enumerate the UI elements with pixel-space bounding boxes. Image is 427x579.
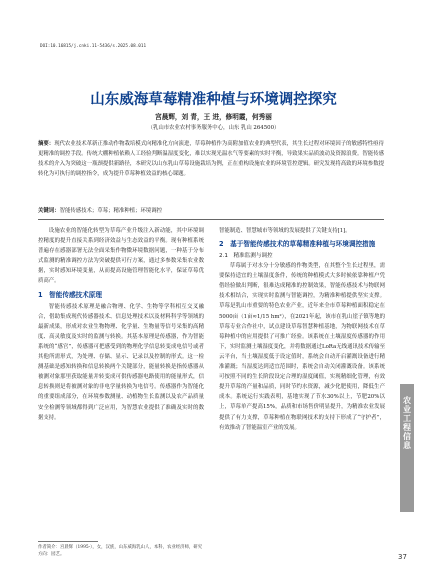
section-2-heading: 2 基于智能传感技术的草莓精准种植与环境调控措施 <box>219 240 376 249</box>
section-2-1-heading: 2.1 精准监测与调控 <box>219 253 273 260</box>
section-1-heading: 1 智能传感技术原理 <box>38 290 102 299</box>
continued-paragraph: 智能制造、智慧城市等领域的发展提供了关键支持[1]。 <box>219 228 351 234</box>
keywords-label: 关键词： <box>38 208 60 214</box>
right-column <box>219 226 385 560</box>
side-tab-char: 业 <box>403 405 411 414</box>
journal-section-tab <box>400 384 414 512</box>
affiliation: （乳山市农业农村事务服务中心，山东 乳山 264500） <box>147 125 280 131</box>
page-number: 37 <box>398 553 407 561</box>
abstract <box>38 139 384 179</box>
section-2-1-paragraph: 草莓属于对水分十分敏感的作物类型，在其整个生长过程里，需要保持适宜的土壤湿度条件，传统的种植模式大多时候依靠种植户凭借经验做出判断，很难达成精准的控制效果，智能传感技术与物联网技术相结合，实现实时监测与智能调控，为精准种植提供坚实支撑。草莓是乳山市重要的特色农业产业，近年来全市草莓种植面积稳定在5000亩（1亩≈1/15 hm²），在2021年起，该市在乳山崖子镇等地的草莓专业合作社中，试点建设草莓智慧种植基地，为物联网技术在草莓种植中的应用提供了可推广经验。该系统在土壤湿度传感器的作用下，实时监测土壤湿度变化，并将数据通过LoRa无线通讯技术传输至云平台，当土壤湿度低于设定值时，系统会自动开启灌溉设备进行精准灌溉；当湿度达到适宜范围时，系统会自动关闭灌溉设备。该系统可按照不同的生长阶段设定合理的湿度阈值，实现精细化管理，有效提升草莓的产量和品质，同时节约水资源，减少化肥使用，降低生产成本。系统运行实践表明，基地实现了节水30%以上，节肥20%以上，草莓单产提高15%，品质和市场售价明显提升，为精准农业发展提供了有力支撑，草莓种植在物联网技术的支持下形成了“守护者”，有效推动了智能温室产业的发展。 <box>219 263 385 431</box>
intro-paragraph: 设施农业的智能化转型为草莓产业升级注入新动能，其中环境调控精度的提升直接关系到经济效益与生态效益的平衡。现有种植系统普遍存在感器部署无法全面采集作物微环境数据问题，一种基于分布式监测的精准调控方法为突破提供可行方案，通过多参数采集农业数据，实时感知环境变量，从而提高设施管理智能化水平，保证草莓优质高产。 <box>38 228 204 285</box>
author-footnote: 作者简介：宫晨辉（1995-），女，汉族，山东威海乳山人，本科，农业经济师，研究方向：园艺。 <box>38 545 203 557</box>
footnote-divider <box>38 541 98 542</box>
author-list: 宫晨辉，刘 青，王 进，修明霞，何秀丽 <box>155 113 272 121</box>
side-tab-char: 息 <box>403 441 411 450</box>
keywords <box>38 206 384 214</box>
abstract-text: 现代农业技术革新正推动作物栽培模式向精准化方向演进，草莓种植作为高附加值农业的典型代表，其生长过程对环境因子的敏感特性亟待更精准的调控手段。传统大棚种植依赖人工经验判断温湿度变化，难以实现光温水气等要素的实时平衡，导致果实品质波动及资源浪费。智能传感技术的介入为突破这一瓶颈提供新路径，本研究以山东乳山草莓设施栽培为例，正在重构设施农业的环境管控逻辑。研究发现将高致的环境参数提转化为可执行的调控指令，成为提升草莓种植效益的核心课题。 <box>38 141 384 177</box>
side-tab-char: 工 <box>403 414 411 423</box>
side-tab-char: 程 <box>403 423 411 432</box>
left-column <box>38 226 204 538</box>
section-1-paragraph: 智能传感技术原理是融合物理、化学、生物等学科相互交叉融合，借助集成现代传感器技术、信息处理技术以及材料科学等领域的最新成果，形成对农业生物物理、化学量、生物量等信号采集的高精度、高灵敏度及实时的监测与转换。其基本原理是传感器，作为智能系统的“感官”，传感器可把感受到的物理化学信息转变成电信号或者其他所需形式，为处理、存储、显示、记录以及控制的形式。这一检测基础是感知转换和信息转换两个关键部分，能量转换是指传感器从被测对象那里获取能量并转变成可供传感器电路使用的能量形式，信息转换则是将被测对象的非电学量转换为电信号。传感器作为智能化的重要组成部分，在环境参数测量、动植物生长监测以及农产品质量安全检测等领域都得到广泛应用，为智慧农业提供了准确及实时的数据支持。 <box>38 303 204 421</box>
article-title: 山东威海草莓精准种植与环境调控探究 <box>90 92 337 108</box>
side-tab-char: 农 <box>403 396 411 405</box>
header-divider <box>38 219 384 220</box>
keywords-text: 智能传感技术；草莓；精准种植；环境调控 <box>59 208 163 214</box>
abstract-label: 摘要： <box>38 141 55 147</box>
side-tab-char: 信 <box>403 432 411 441</box>
doi-line: DOI:10.16815/j.cnki.11-5436/s.2025.08.011 <box>40 44 147 49</box>
